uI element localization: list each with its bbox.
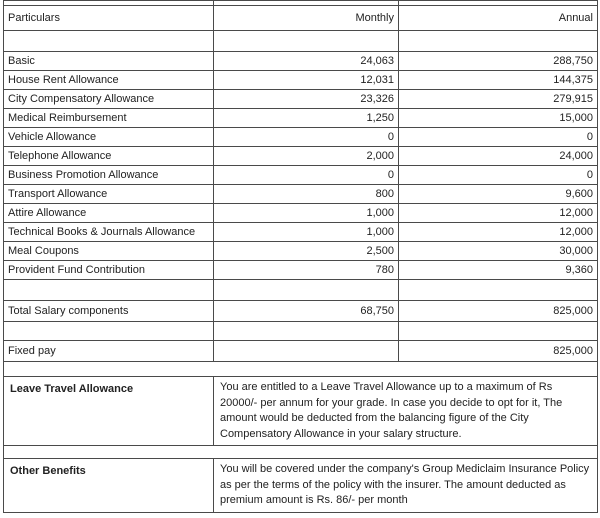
salary-table (3, 0, 598, 362)
total-label: Total Salary components (4, 301, 214, 322)
table-row-attire-allowance (4, 204, 598, 223)
table-row-total-salary-components (4, 301, 598, 322)
row-annual: 9,360 (399, 261, 598, 280)
row-label: Attire Allowance (4, 204, 214, 223)
fixed-pay-annual: 825,000 (399, 341, 598, 362)
row-annual: 0 (399, 166, 598, 185)
table-row-business-promotion-allowance (4, 166, 598, 185)
row-label: Basic (4, 52, 214, 71)
row-annual: 15,000 (399, 109, 598, 128)
row-annual: 30,000 (399, 242, 598, 261)
table-row-provident-fund-contribution (4, 261, 598, 280)
row-monthly: 780 (214, 261, 399, 280)
row-label: City Compensatory Allowance (4, 90, 214, 109)
benefit-label: Other Benefits (4, 459, 214, 513)
row-monthly: 1,250 (214, 109, 399, 128)
row-annual: 144,375 (399, 71, 598, 90)
row-label: Vehicle Allowance (4, 128, 214, 147)
row-label: Meal Coupons (4, 242, 214, 261)
row-monthly: 12,031 (214, 71, 399, 90)
benefit-row-other-benefits (4, 459, 598, 513)
header-particulars: Particulars (4, 6, 214, 31)
row-annual: 12,000 (399, 223, 598, 242)
table-row-vehicle-allowance (4, 128, 598, 147)
benefit-row-leave-travel-allowance (4, 377, 598, 446)
table-row-medical-reimbursement (4, 109, 598, 128)
total-annual: 825,000 (399, 301, 598, 322)
row-monthly: 1,000 (214, 204, 399, 223)
table-row-house-rent-allowance (4, 71, 598, 90)
total-monthly: 68,750 (214, 301, 399, 322)
blank-row (4, 31, 598, 52)
row-monthly: 0 (214, 166, 399, 185)
row-annual: 0 (399, 128, 598, 147)
spacer-row (4, 362, 598, 377)
table-row-fixed-pay (4, 341, 598, 362)
blank-row (4, 322, 598, 341)
row-annual: 12,000 (399, 204, 598, 223)
row-monthly: 2,000 (214, 147, 399, 166)
row-label: Telephone Allowance (4, 147, 214, 166)
table-row-telephone-allowance (4, 147, 598, 166)
row-annual: 288,750 (399, 52, 598, 71)
table-row-meal-coupons (4, 242, 598, 261)
blank-row (4, 280, 598, 301)
benefit-description: You will be covered under the company's Group Mediclaim Insurance Policy as per the terms of the policy with the insurer. The amount deducted as premium amount is Rs. 86/- per month (214, 459, 598, 513)
benefit-description: You are entitled to a Leave Travel Allowance up to a maximum of Rs 20000/- per annum for your grade. In case you decide to opt for it, The amount would be deducted from the balancing figure of the City Compensatory Allowance in your salary structure. (214, 377, 598, 446)
row-label: Technical Books & Journals Allowance (4, 223, 214, 242)
row-label: Provident Fund Contribution (4, 261, 214, 280)
row-label: House Rent Allowance (4, 71, 214, 90)
spacer-row (4, 446, 598, 459)
table-row-city-compensatory-allowance (4, 90, 598, 109)
table-header-row (4, 6, 598, 31)
row-monthly: 1,000 (214, 223, 399, 242)
header-monthly: Monthly (214, 6, 399, 31)
table-row-technical-books-journals-allowance (4, 223, 598, 242)
table-row-basic (4, 52, 598, 71)
benefits-table (3, 362, 598, 513)
salary-structure-document (3, 0, 597, 513)
row-monthly: 800 (214, 185, 399, 204)
fixed-pay-monthly (214, 341, 399, 362)
row-label: Business Promotion Allowance (4, 166, 214, 185)
benefit-label: Leave Travel Allowance (4, 377, 214, 446)
row-label: Transport Allowance (4, 185, 214, 204)
header-annual: Annual (399, 6, 598, 31)
row-monthly: 23,326 (214, 90, 399, 109)
row-annual: 279,915 (399, 90, 598, 109)
row-annual: 24,000 (399, 147, 598, 166)
row-monthly: 24,063 (214, 52, 399, 71)
row-monthly: 2,500 (214, 242, 399, 261)
row-annual: 9,600 (399, 185, 598, 204)
table-row-transport-allowance (4, 185, 598, 204)
row-label: Medical Reimbursement (4, 109, 214, 128)
fixed-pay-label: Fixed pay (4, 341, 214, 362)
row-monthly: 0 (214, 128, 399, 147)
